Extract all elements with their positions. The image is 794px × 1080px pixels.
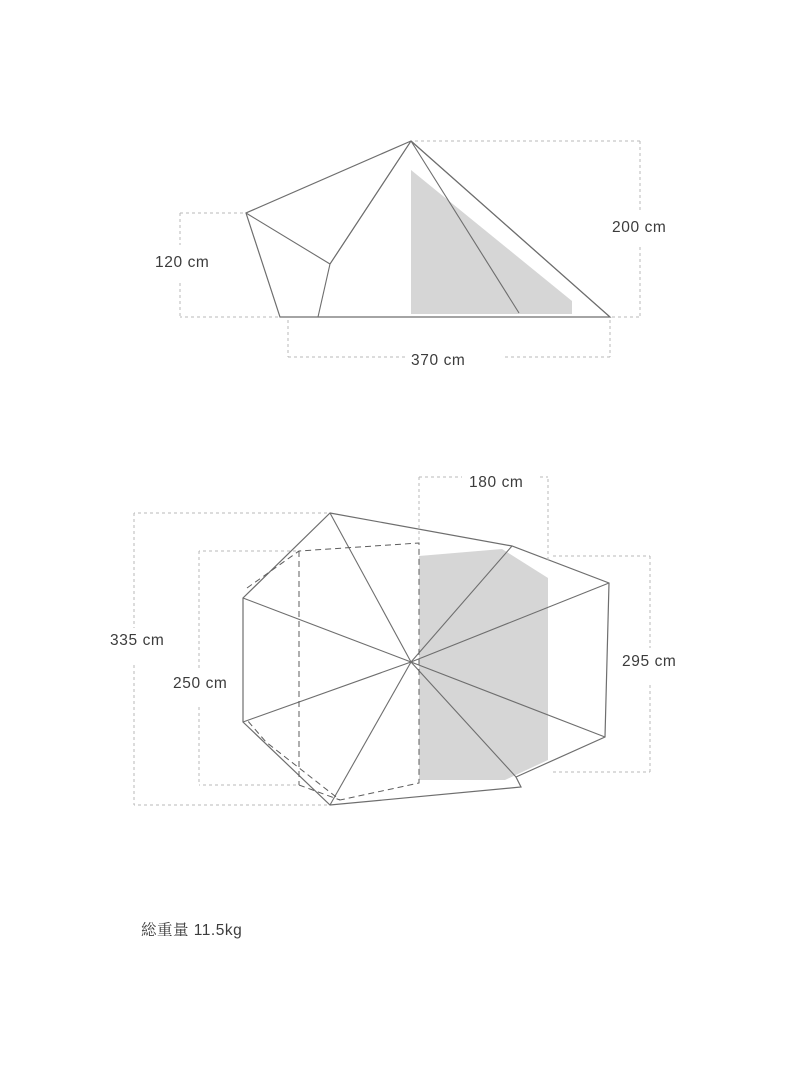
plan-shade-panel: [419, 549, 548, 780]
total-weight-label: 総重量 11.5kg: [141, 922, 243, 939]
side-elevation-view: [180, 141, 640, 357]
dimension-label-width-base: 370 cm: [411, 352, 466, 369]
dimension-label-height-peak: 200 cm: [612, 219, 667, 236]
dim-335-extension-lines: [134, 513, 327, 805]
dimension-label-height-side: 120 cm: [155, 254, 210, 271]
plan-view: [134, 477, 650, 805]
dimension-label-width-outer: 335 cm: [110, 632, 165, 649]
dimension-label-inner-width: 180 cm: [469, 474, 524, 491]
dim-250-extension-lines: [199, 551, 296, 785]
side-shade-panel: [411, 170, 572, 314]
dimension-label-depth-outer: 295 cm: [622, 653, 677, 670]
dimension-label-width-inner: 250 cm: [173, 675, 228, 692]
plan-inner-floor-dashed: [247, 543, 419, 800]
